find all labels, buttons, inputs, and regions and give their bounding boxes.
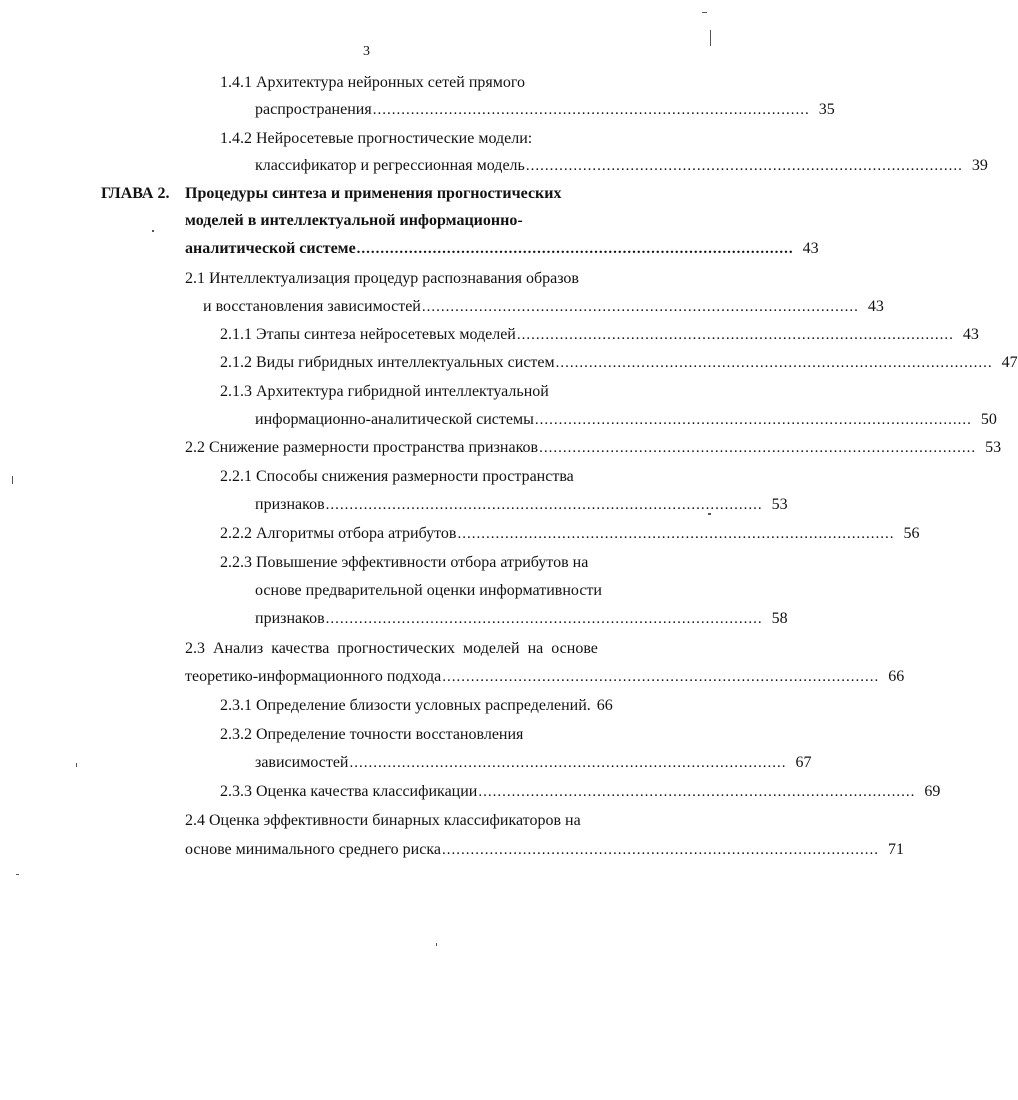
section-number: 2.1.1 (220, 326, 252, 343)
section-title: Архитектура гибридной интеллектуальной (256, 383, 549, 400)
page-ref: 71 (887, 841, 904, 858)
page-ref: 53 (985, 439, 1002, 456)
toc-entry-2-1-3-line2 (255, 407, 997, 433)
section-title: Определение близости условных распределений. (256, 697, 591, 714)
section-number: 2.2.3 (220, 554, 252, 571)
page-ref: 50 (980, 411, 997, 428)
page-ref: 43 (802, 240, 819, 257)
scan-speck (76, 763, 77, 767)
dot-leader: ............................................................................................ (478, 784, 916, 800)
dot-leader: ............................................................................................ (421, 299, 859, 315)
section-title: Анализ качества прогностических моделей на основе (213, 640, 598, 657)
section-title: Оценка эффективности бинарных классификаторов на (209, 812, 581, 829)
toc-entry-2-2-3-line3 (255, 606, 788, 632)
dot-leader: ............................................................................................ (457, 526, 895, 542)
scan-speck (436, 943, 437, 946)
section-title-cont: основе минимального среднего риска (185, 841, 441, 858)
section-number: 2.3.3 (220, 783, 252, 800)
toc-entry-2-3-2-line1 (220, 722, 523, 748)
section-title: Оценка качества классификации (256, 783, 478, 800)
section-number: 2.3 (185, 640, 205, 657)
toc-entry-2-2-1-line2 (255, 492, 788, 518)
toc-entry-2-3-3 (220, 779, 941, 805)
page-ref: 66 (888, 668, 905, 685)
section-title-cont: информационно-аналитической системы (255, 411, 534, 428)
scan-speck (708, 513, 711, 515)
dot-leader: ............................................................................................ (325, 611, 763, 627)
section-title: Нейросетевые прогностические модели: (256, 130, 533, 147)
section-title-cont: зависимостей (255, 754, 349, 771)
section-number: 1.4.1 (220, 74, 252, 91)
toc-entry-2-4-line1 (185, 808, 581, 834)
section-title-cont: теоретико-информационного подхода (185, 668, 442, 685)
page-ref: 67 (795, 754, 812, 771)
page-ref: 66 (596, 697, 613, 714)
section-title: Виды гибридных интеллектуальных систем (256, 354, 555, 371)
toc-chapter-2-line3 (185, 236, 819, 262)
toc-entry-1-4-1-line2 (255, 97, 835, 123)
toc-entry-2-2-3-line2 (255, 578, 602, 604)
toc-entry-1-4-2-line1 (220, 126, 532, 152)
section-number: 2.1 (185, 270, 205, 287)
toc-entry-2-2-2 (220, 521, 920, 547)
toc-entry-2-3-line1 (185, 636, 655, 662)
dot-leader: ............................................................................................ (441, 842, 879, 858)
scan-speck (12, 476, 13, 484)
section-number: 2.1.3 (220, 383, 252, 400)
page-ref: 39 (971, 157, 988, 174)
toc-chapter-2-line2 (185, 208, 523, 234)
section-title: Определение точности восстановления (256, 726, 524, 743)
page-ref: 43 (962, 326, 979, 343)
toc-entry-2-1-line2 (203, 294, 884, 320)
toc-entry-2-1-2 (220, 350, 1018, 376)
section-title: Повышение эффективности отбора атрибутов на (256, 554, 589, 571)
section-title: Снижение размерности пространства признаков (209, 439, 539, 456)
toc-entry-2-2 (185, 435, 1002, 461)
section-number: 2.4 (185, 812, 205, 829)
page-ref: 43 (867, 298, 884, 315)
section-number: 2.2 (185, 439, 205, 456)
page-ref: 53 (771, 496, 788, 513)
section-title-cont: признаков (255, 610, 325, 627)
toc-entry-2-1-line1 (185, 266, 579, 292)
dot-leader: ............................................................................................ (555, 355, 993, 371)
dot-leader: ............................................................................................ (349, 755, 787, 771)
section-number: 2.3.1 (220, 697, 252, 714)
toc-entry-2-4-line2 (185, 837, 904, 863)
toc-entry-1-4-1-line1 (220, 70, 525, 96)
chapter-title: Процедуры синтеза и применения прогностических (185, 185, 562, 202)
page-ref: 47 (1001, 354, 1018, 371)
dot-leader: ............................................................................................ (516, 327, 954, 343)
dot-leader: ............................................................................................ (372, 102, 810, 118)
dot-leader: ............................................................................................ (525, 158, 963, 174)
section-title: Интеллектуализация процедур распознавания образов (209, 270, 579, 287)
toc-entry-2-3-2-line2 (255, 750, 812, 776)
page-ref: 35 (818, 101, 835, 118)
page-number: 3 (363, 44, 370, 59)
dot-leader: ............................................................................................ (442, 669, 880, 685)
dot-leader: ............................................................................................ (534, 412, 972, 428)
dot-leader: ............................................................................................ (539, 440, 977, 456)
section-title-cont: и восстановления зависимостей (203, 298, 421, 315)
section-title-cont: признаков (255, 496, 325, 513)
section-number: 1.4.2 (220, 130, 252, 147)
scan-speck (152, 230, 154, 232)
toc-entry-2-2-1-line1 (220, 464, 574, 490)
toc-entry-2-1-3-line1 (220, 379, 549, 405)
section-number: 2.2.2 (220, 525, 252, 542)
toc-entry-2-1-1 (220, 322, 979, 348)
section-number: 2.3.2 (220, 726, 252, 743)
toc-entry-1-4-2-line2 (255, 153, 988, 179)
chapter-title-cont: аналитической системе (185, 240, 356, 257)
page-ref: 56 (903, 525, 920, 542)
scan-speck (16, 874, 19, 875)
toc-entry-2-3-line2 (185, 664, 905, 690)
toc-entry-2-2-3-line1 (220, 550, 588, 576)
dot-leader: ............................................................................................ (325, 497, 763, 513)
scan-speck (702, 12, 707, 13)
section-title: Способы снижения размерности пространства (256, 468, 574, 485)
chapter-title-cont: моделей в интеллектуальной информационно- (185, 212, 523, 229)
section-title: Этапы синтеза нейросетевых моделей (256, 326, 516, 343)
section-title-cont: классификатор и регрессионная модель (255, 157, 525, 174)
scan-speck (710, 30, 711, 46)
section-title-cont: распространения (255, 101, 372, 118)
page-ref: 58 (771, 610, 788, 627)
page-ref: 69 (924, 783, 941, 800)
toc-entry-2-3-1 (220, 693, 655, 719)
section-title: Алгоритмы отбора атрибутов (256, 525, 457, 542)
section-number: 2.1.2 (220, 354, 252, 371)
dot-leader: ............................................................................................ (356, 241, 794, 257)
toc-chapter-2-line1 (185, 181, 561, 207)
section-title: Архитектура нейронных сетей прямого (256, 74, 526, 91)
section-title-cont: основе предварительной оценки информативности (255, 582, 602, 599)
chapter-label: ГЛАВА 2. (101, 185, 170, 202)
section-number: 2.2.1 (220, 468, 252, 485)
